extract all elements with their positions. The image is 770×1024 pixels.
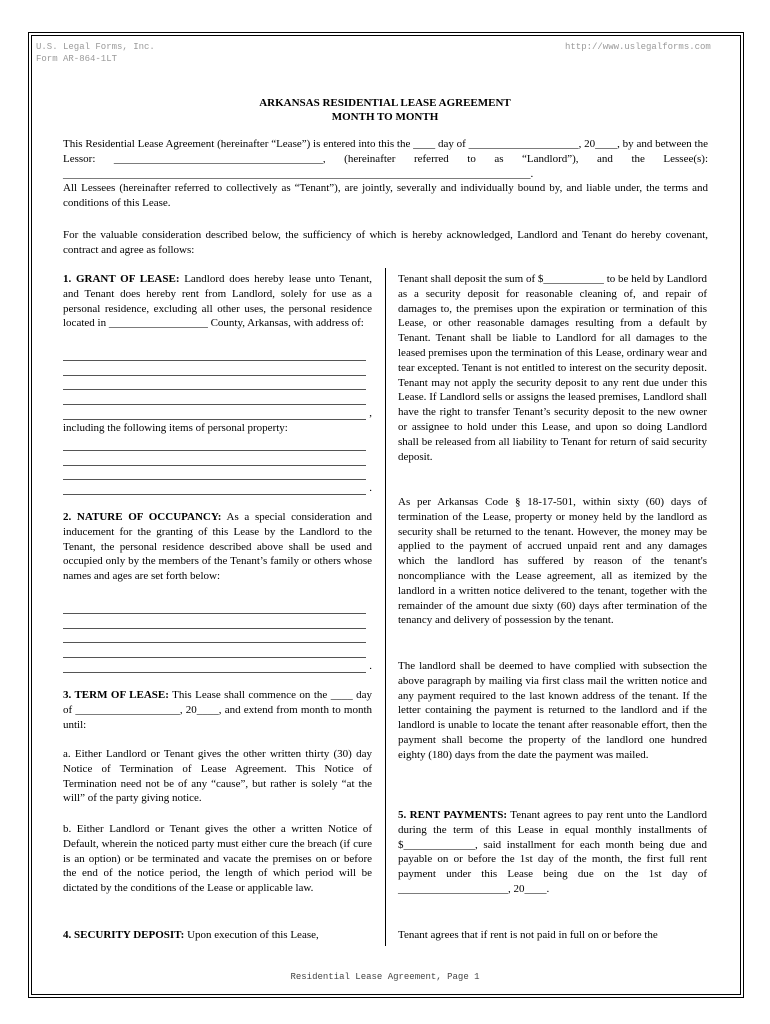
address-lines	[63, 346, 372, 420]
section-1-heading: 1. GRANT OF LEASE:	[63, 273, 180, 285]
section-1-text: Landlord does hereby lease unto Tenant, and Tenant does hereby rent from Landlord, solely for use as a personal residence, excluding all other uses, the personal residence located in __________________ County, Arkansas, with address of:	[63, 273, 372, 330]
intro-tenant-text: All Lessees (hereinafter referred to collectively as “Tenant”), are jointly, severally and individually bound by, and liable under, the terms and conditions of this Lease.	[63, 182, 708, 210]
column-divider	[385, 268, 386, 946]
consideration-paragraph: For the valuable consideration described below, the sufficiency of which is hereby acknowledged, Landlord and Tenant do hereby covenant, contract and agree as follows:	[63, 229, 708, 256]
address-line[interactable]	[63, 405, 372, 420]
property-line[interactable]	[63, 451, 366, 466]
occupant-line[interactable]	[63, 658, 372, 673]
landlord-compliance-paragraph: The landlord shall be deemed to have complied with subsection the above paragraph by mailing via first class mail the written notice and any payment required to the last known address of the tenant. If the letter containing the payment is returned to the landlord and if the landlord is unable to locate the tenant after reasonable effort, then the payment shall become the property of the landlord one hundred eighty (180) days from the date the payment was mailed.	[398, 660, 707, 761]
section-5-heading: 5. RENT PAYMENTS:	[398, 809, 508, 821]
page-footer: Residential Lease Agreement, Page 1	[290, 972, 480, 982]
document-subtitle: MONTH TO MONTH	[331, 111, 439, 123]
personal-property-label: including the following items of personal property:	[63, 422, 288, 434]
section-3-text: This Lease shall commence on the ____ day of ___________________, 20____, and extend from month to month until:	[63, 689, 373, 731]
document-title: ARKANSAS RESIDENTIAL LEASE AGREEMENT	[259, 97, 511, 109]
address-line[interactable]	[63, 376, 366, 391]
security-deposit-continued: Tenant shall deposit the sum of $___________ to be held by Landlord as a security deposit for reasonable cleaning of, and repair of damages to, the premises upon the expiration or termination of this Lease, or other reasonable damages resulting from a default by Tenant. Tenant shall be liable to Landlord for all damages to the leased premises upon the termination of this Lease, ordinary wear and tear excepted. Tenant is not entitled to interest on the security deposit. Tenant may not apply the security deposit to any rent due under this Lease. If Landlord sells or assigns the leased premises, Landlord shall have the right to transfer Tenant’s security deposit to the new owner or assignee to hold under this Lease, and upon so doing Landlord shall be released from all liability to Tenant for return of said security deposit.	[398, 273, 707, 463]
section-4-security-deposit	[63, 928, 372, 943]
watermark-form-number: Form AR-864-1LT	[36, 54, 118, 64]
section-3-term-of-lease	[63, 688, 372, 732]
address-line[interactable]	[63, 390, 366, 405]
occupant-line[interactable]	[63, 614, 366, 629]
property-line[interactable]	[63, 480, 372, 495]
late-rent-paragraph: Tenant agrees that if rent is not paid in full on or before the	[398, 929, 658, 941]
section-4-heading: 4. SECURITY DEPOSIT:	[63, 929, 185, 941]
section-5-rent-payments	[398, 808, 707, 897]
section-1-grant-of-lease	[63, 272, 372, 331]
address-line[interactable]	[63, 346, 366, 361]
section-2-text: As a special consideration and inducement for the granting of this Lease by the Landlord to the Tenant, the personal residence described above shall be used and occupied only by the members of the Tenant’s family or others whose names and ages are set forth below:	[63, 511, 372, 583]
intro-parties-text: This Residential Lease Agreement (hereinafter “Lease”) is entered into this the ____ day of ____________________, 20____, by and between the Lessor: ______________________________________, (hereinafter referred to as “Landlord”), and the Lessee(s): _____________________________________________________________________________________.	[63, 138, 708, 180]
arkansas-code-paragraph: As per Arkansas Code § 18-17-501, within sixty (60) days of termination of the Lease, property or money held by the landlord as security shall be returned to the tenant. However, the money may be applied to the payment of accrued unpaid rent and any damages which the landlord has suffered by reason of the tenant's noncompliance with the Lease agreement, all as itemized by the landlord in a written notice delivered to the tenant, together with the remainder of the amount due sixty (60) days after termination of the tenancy and delivery of possession by the tenant.	[398, 496, 707, 627]
occupant-line[interactable]	[63, 629, 366, 644]
occupant-period: .	[369, 659, 372, 672]
occupant-lines	[63, 599, 372, 673]
watermark-company: U.S. Legal Forms, Inc.	[36, 42, 155, 52]
address-comma: ,	[369, 406, 372, 419]
property-line[interactable]	[63, 436, 366, 451]
section-5-text: Tenant agrees to pay rent unto the Landlord during the term of this Lease in equal monthly installments of $_____________, said installment for each month being due and payable on or before the 1st day of the month, the first full rent payment under this Lease being due on the 1st day of ____________________, 20____.	[398, 809, 707, 895]
property-period: .	[369, 482, 372, 495]
section-2-heading: 2. NATURE OF OCCUPANCY:	[63, 511, 222, 523]
section-4-text: Upon execution of this Lease,	[184, 929, 319, 941]
occupant-line[interactable]	[63, 643, 366, 658]
address-line[interactable]	[63, 361, 366, 376]
intro-paragraph	[63, 137, 708, 211]
occupant-line[interactable]	[63, 599, 366, 614]
section-3b-notice-default: b. Either Landlord or Tenant gives the other a written Notice of Default, wherein the noticed party must either cure the breach (if cure is an option) or be terminated and vacate the premises on or before the end of the notice period, the length of which period will be dictated by the conditions of the Lease or applicable law.	[63, 823, 372, 895]
section-3-heading: 3. TERM OF LEASE:	[63, 689, 169, 701]
property-line[interactable]	[63, 466, 366, 481]
section-3a-notice-termination: a. Either Landlord or Tenant gives the other written thirty (30) day Notice of Termination of Lease Agreement. This Notice of Termination need not be of any “cause”, but rather is solely “at the will” of the party giving notice.	[63, 748, 372, 805]
personal-property-lines	[63, 436, 372, 495]
section-2-nature-of-occupancy	[63, 510, 372, 584]
watermark-url: http://www.uslegalforms.com	[565, 42, 711, 52]
